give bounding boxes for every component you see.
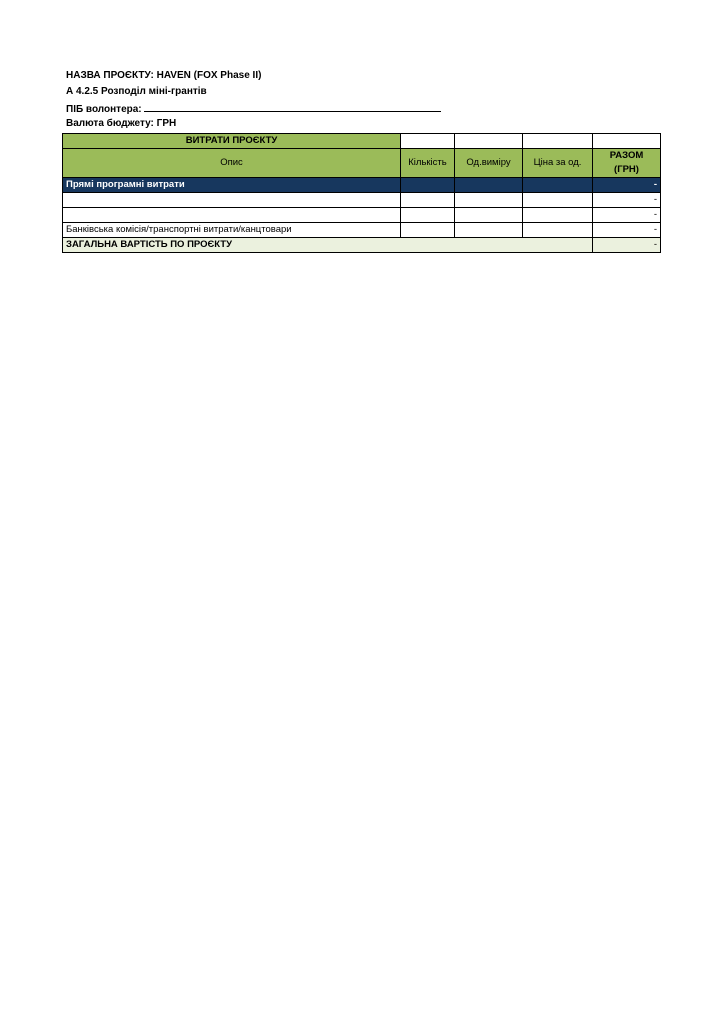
col-total-line1: РАЗОМ [609,150,644,161]
row-total: - [593,208,661,223]
col-unit: Од.виміру [455,149,523,178]
row-unit-price[interactable] [523,223,593,238]
section-header-row [63,134,661,149]
col-quantity: Кількість [401,149,455,178]
table-row [63,223,661,238]
volunteer-label: ПІБ волонтера: [66,104,142,115]
empty-cell [401,134,455,149]
row-quantity[interactable] [401,223,455,238]
row-total: - [593,178,661,193]
grand-total-value: - [593,238,661,253]
currency-label: Валюта бюджету: ГРН [66,118,177,129]
row-quantity[interactable] [401,208,455,223]
table-row [63,193,661,208]
row-quantity[interactable] [401,193,455,208]
row-description[interactable]: Банківська комісія/транспортні витрати/канцтовари [63,223,401,238]
empty-cell [593,134,661,149]
row-unit-price[interactable] [523,208,593,223]
grand-total-label: ЗАГАЛЬНА ВАРТІСТЬ ПО ПРОЄКТУ [63,238,593,253]
row-unit-price[interactable] [523,178,593,193]
col-description: Опис [63,149,401,178]
row-total: - [593,223,661,238]
row-description[interactable]: Прямі програмні витрати [63,178,401,193]
project-name: НАЗВА ПРОЄКТУ: HAVEN (FOX Phase II) [66,70,262,81]
col-unit-price: Ціна за од. [523,149,593,178]
row-description[interactable] [63,193,401,208]
row-unit[interactable] [455,178,523,193]
grand-total-row [63,238,661,253]
table-row [63,178,661,193]
activity-title: А 4.2.5 Розподіл міні-грантів [66,86,207,97]
row-quantity[interactable] [401,178,455,193]
row-unit-price[interactable] [523,193,593,208]
row-unit[interactable] [455,208,523,223]
volunteer-field [66,102,441,116]
column-header-row [63,149,661,178]
budget-table [62,133,661,253]
empty-cell [455,134,523,149]
table-row [63,208,661,223]
col-total-line2: (ГРН) [614,164,639,175]
row-unit[interactable] [455,223,523,238]
row-unit[interactable] [455,193,523,208]
row-description[interactable] [63,208,401,223]
col-total [593,149,661,178]
empty-cell [523,134,593,149]
section-title: ВИТРАТИ ПРОЄКТУ [63,134,401,149]
row-total: - [593,193,661,208]
volunteer-signature-line[interactable] [144,102,441,112]
